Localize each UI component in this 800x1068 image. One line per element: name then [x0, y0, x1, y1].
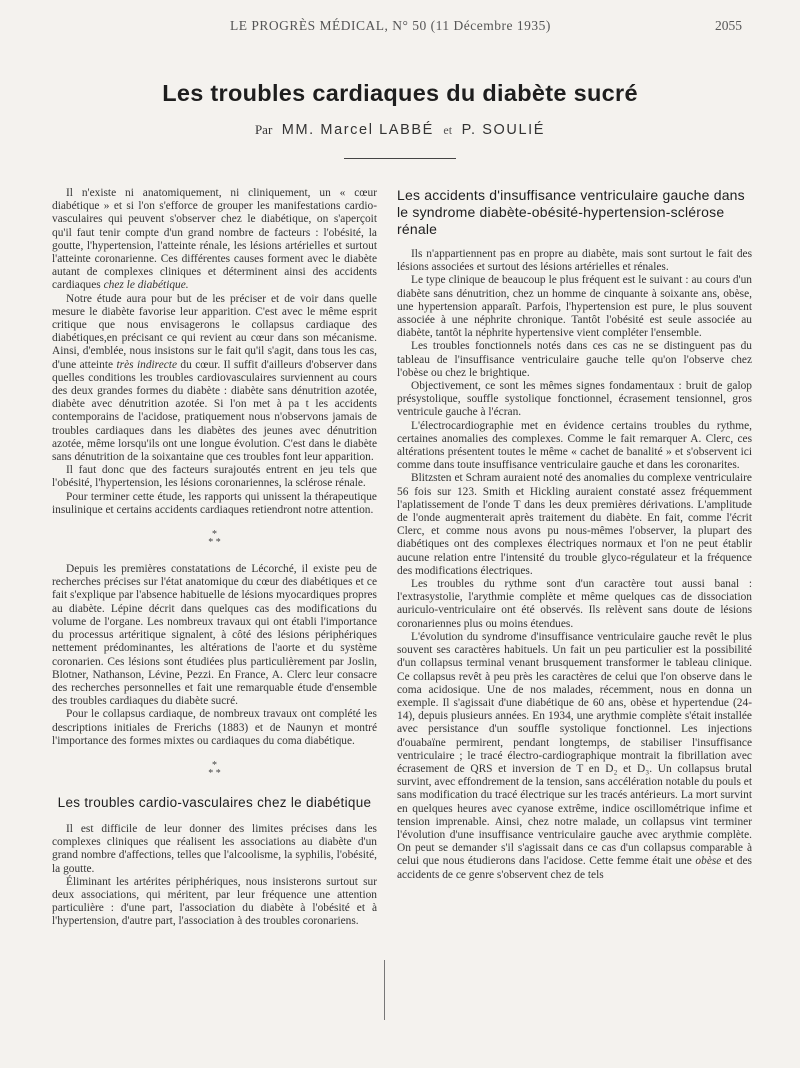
italic-text: très indirecte: [116, 358, 178, 371]
journal-citation: LE PROGRÈS MÉDICAL, N° 50 (11 Décembre 1935): [230, 18, 551, 33]
running-header: [230, 18, 742, 36]
page-number: 2055: [715, 18, 742, 33]
asterism: [52, 531, 377, 547]
paragraph-text: Notre étude aura pour but de les préciser et de voir dans quelle mesure le diabète favorise leur apparition. C'est avec le même esprit critique que nous envisagerons le collapsus cardiaque des diabétiques,en précisant ce qui revient au cœur dans son mécanisme. Ainsi, d'emblée, nous insistons sur le fait qu'il s'agit, dans tous les cas, d'une atteinte: [52, 292, 377, 371]
paragraph-text: Il n'existe ni anatomiquement, ni cliniquement, un « cœur diabétique » et si l'on s'efforce de grouper les manifestations cardio-vasculaires qui peuvent s'observer chez le diabétique, on s'aperçoit qu'il faut tenir compte d'un grand nombre de facteurs : l'obésité, la goutte, l'hypertension, l'atteinte rénale, les lésions artérielles et surtout l'atteinte coronarienne. Ces différentes causes forment avec le diabète autant de complexes cliniques et déterminent ainsi des accidents cardiaques: [52, 187, 377, 292]
article-title: Les troubles cardiaques du diabète sucré: [162, 80, 638, 106]
asterism-bottom: * *: [208, 767, 221, 779]
section-heading: Les accidents d'insuffisance ventriculaire gauche dans le syndrome diabète-obésité-hypertension-sclérose rénale: [397, 187, 745, 237]
byline-par: Par: [254, 122, 273, 137]
paragraph: [52, 293, 377, 465]
paragraph: Blitzsten et Schram auraient noté des anomalies du complexe ventriculaire 56 fois sur 123. Smith et Hickling auraient constaté assez fréquemment l'aplatissement de l'onde T dans les deux premières dérivations. L'amplitude de l'onde augmenterait après traitement du diabète. En fait, comme l'écrit Clerc, et comme nous avons pu nous-mêmes l'observer, la plupart des diabétiques ont des complexes électriques normaux et l'on ne peut établir aucune relation entre l'intensité du trouble glyco-régulateur et la fréquence des modifications électriques.: [397, 472, 752, 577]
paragraph: Pour terminer cette étude, les rapports qui unissent la thérapeutique insulinique et certains accidents cardiaques retiendront notre attention.: [52, 490, 377, 516]
asterism-top: *: [212, 759, 217, 771]
asterism-top: *: [212, 529, 217, 541]
paragraph: Le type clinique de beaucoup le plus fréquent est le suivant : au cours d'un diabète sans dénutrition, chez un homme de cinquante à soixante ans, obèse, une hypertension apparaît. Parfois, l'hypertension est pure, le plus souvent associée à une néphrite chronique. Tantôt l'obésité est seule associée au diabète, tantôt la néphrite hypertensive vient compléter l'ensemble.: [397, 274, 752, 340]
paragraph: [52, 187, 377, 293]
italic-text: obèse: [695, 855, 722, 868]
title-rule: [344, 158, 456, 159]
paragraph: Pour le collapsus cardiaque, de nombreux travaux ont complété les descriptions initiales de Frerichs (1883) et de Naunyn et montré l'importance des formes mixtes ou cardiaques du coma diabétique.: [52, 708, 377, 747]
paragraph: L'électrocardiographie met en évidence certains troubles du rythme, certaines anomalies des complexes. Comme le fait remarquer A. Clerc, ces altérations présentent toutes le même « cachet de banalité » et s'observent ici comme dans toute insuffisance ventriculaire gauche et dans les coronarites.: [397, 419, 752, 472]
paragraph-text: L'évolution du syndrome d'insuffisance ventriculaire gauche revêt le plus souvent ses caractères habituels. Un fait un peu particulier est la possibilité d'un collapsus terminal venant brusquement transformer le tableau clinique. Ce collapsus revêt à peu près les caractères de celui que l'on observe dans le coma acidosique. Une de nos malades, récemment, nous en donna un exemple. Il s'agissait d'une diabétique de 60 ans, obèse et hypertendue (24-14), depuis plusieurs années. En 1934, une arythmie complète s'était installée avec persistance d'un souffle systolique fonctionnel. Les injections d'ouabaïne permirent, pendant longtemps, de stabiliser l'insuffisance ventriculaire ; le tracé électro-cardiographique montrait la fibrillation avec écrasement de QRS et inversion de T en D₂ et D₃. Un collapsus brutal survint, avec effondrement de la tension, sans accélération notable du pouls et sans modification du tracé électrique sur les tracés antérieurs. La mort survint en quelques heures avec cyanose extrême, indice oscillométrique infime et tension imprenable. Ainsi, chez notre malade, un collapsus vint terminer l'évolution d'une insuffisance ventriculaire gauche avec arythmie complète. On peut se demander s'il s'agissait dans ce cas d'un collapsus comparable à celui que nous étudierons dans l'acidose. Cette femme était une: [397, 630, 752, 868]
byline: [0, 122, 800, 139]
paragraph-text: du cœur. Il suffit d'ailleurs d'observer dans quelles conditions les troubles cardiovasculaires surviennent au cours des deux grandes formes du diabète : diabète sans dénutrition azotée, diabète avec dénutrition azotée. Si l'on met à pa t les accidents contemporains de l'acidose, pratiquement nous n'observons jamais de troubles cardiaques dans les diabètes des jeunes avec dénutrition azotée, même lorsqu'ils ont une longue évolution. C'est dans le diabète sans dénutrition de la soixantaine que ces troubles font leur apparition.: [52, 358, 377, 464]
italic-text: chez le diabétique.: [103, 279, 189, 292]
asterism-bottom: * *: [208, 537, 221, 549]
right-column: [397, 187, 752, 882]
paragraph: Éliminant les artérites périphériques, nous insisterons surtout sur deux associations, qui méritent, par leur fréquence une attention particulière : d'une part, l'association du diabète à l'obésité et à l'hypertension, d'autre part, l'association à des troubles coronariens.: [52, 875, 377, 928]
paragraph: Les troubles du rythme sont d'un caractère tout aussi banal : l'extrasystolie, l'arythmie complète et même quelques cas de dissociation auriculo-ventriculaire ont été observés. Ils relèvent sans doute de lésions coronariennes plus ou moins étendues.: [397, 578, 752, 630]
paragraph: Objectivement, ce sont les mêmes signes fondamentaux : bruit de galop présystolique, souffle systolique fonctionnel, écrasement tensionnel, gros ventricule gauche à l'écran.: [397, 380, 752, 419]
byline-et: et: [443, 123, 453, 137]
paragraph: [397, 631, 752, 882]
paragraph-text: et des accidents de ce genre s'observent chez de tels: [397, 855, 752, 881]
paragraph: Depuis les premières constatations de Lécorché, il existe peu de recherches précises sur l'état anatomique du cœur des diabétiques et ce fait s'explique par l'absence habituelle de lésions myocardiques propres au diabète. Lépine décrit dans quelques cas des modifications du volume de l'organe. Les nombreux travaux qui ont établi l'importance du processus artéritique signalent, à côté des lésions périphériques nettement prédominantes, les altérations de l'aorte et du système coronarien. Ces lésions sont étudiées plus particulièrement par Joslin, Blotner, Nathanson, Lévine, Pezzi. En France, A. Clerc leur consacre des recherches personnelles et fait une remarquable étude d'ensemble des troubles cardiaques du diabète sucré.: [52, 563, 377, 708]
paragraph: Les troubles fonctionnels notés dans ces cas ne se distinguent pas du tableau de l'insuffisance ventriculaire gauche telle qu'on l'observe chez l'obèse ou chez le brightique.: [397, 340, 752, 379]
column-divider: [384, 960, 385, 1020]
author-names-2: P. SOULIÉ: [461, 122, 546, 138]
section-heading: Les troubles cardio-vasculaires chez le diabétique: [57, 794, 372, 810]
left-column: [52, 187, 377, 929]
paragraph: Il faut donc que des facteurs surajoutés entrent en jeu tels que l'obésité, l'hypertension, les lésions coronariennes, la sclérose rénale.: [52, 464, 377, 490]
paragraph: Il est difficile de leur donner des limites précises dans les complexes cliniques que réalisent les associations au diabète d'un grand nombre d'affections, telles que l'alcoolisme, la syphilis, l'obésité, la goutte.: [52, 822, 377, 875]
asterism: [52, 759, 377, 779]
paragraph: Ils n'appartiennent pas en propre au diabète, mais sont surtout le fait des lésions associées et surtout des lésions artérielles et rénales.: [397, 248, 752, 274]
author-names-1: MM. Marcel LABBÉ: [281, 122, 434, 138]
